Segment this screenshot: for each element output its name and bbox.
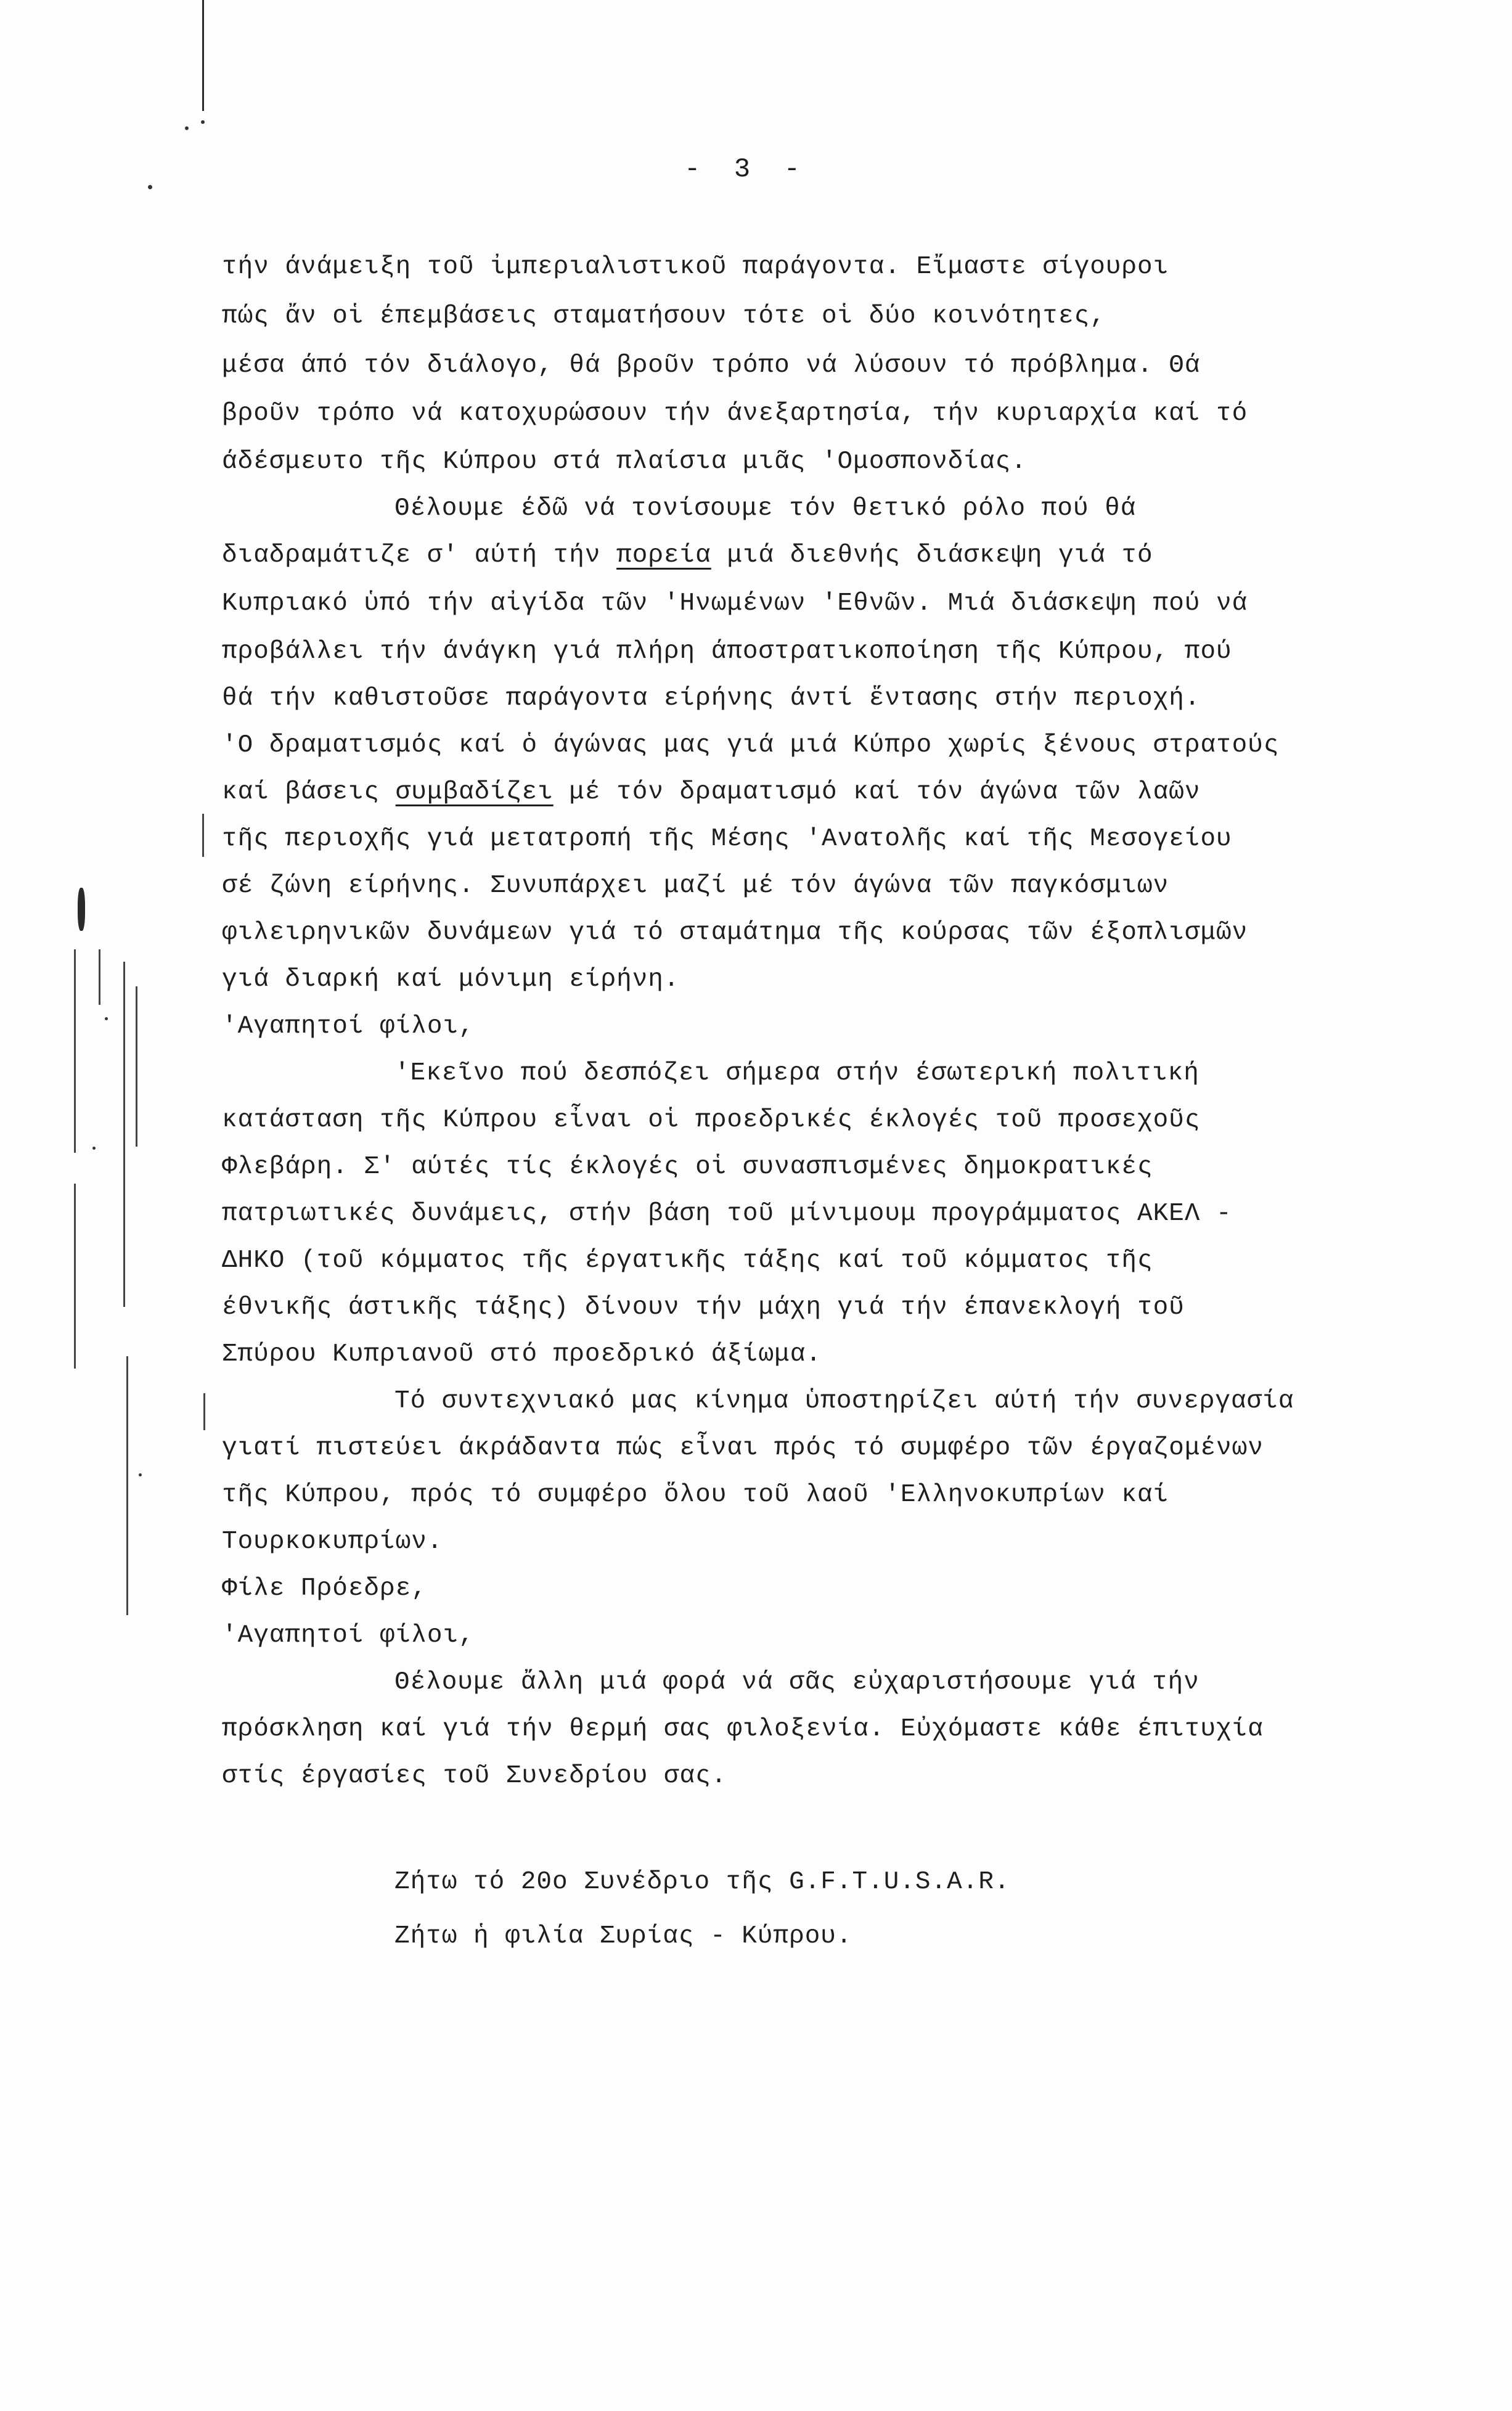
scan-speck [139,1473,142,1476]
body-line: κατάσταση τῆς Κύπρου εἶναι οἱ προεδρικές έκλογές τοῦ προσεχοῦς [222,1106,1201,1134]
scan-speck [201,120,205,124]
body-line: βροῦν τρόπο νά κατοχυρώσουν τήν άνεξαρτησία, τήν κυριαρχία καί τό [222,399,1248,428]
body-line: τῆς περιοχῆς γιά μετατροπή τῆς Μέσης 'Ανατολῆς καί τῆς Μεσογείου [222,825,1232,853]
body-line: σέ ζώνη είρήνης. Συνυπάρχει μαζί μέ τόν άγώνα τῶν παγκόσμιων [222,872,1169,900]
paragraph-start-line: 'Εκεῖνο πού δεσπόζει σήμερα στήν έσωτερική πολιτική [394,1059,1199,1087]
scan-speck [185,126,189,130]
body-line [222,541,1153,570]
body-line: τῆς Κύπρου, πρός τό συμφέρο ὅλου τοῦ λαοῦ 'Ελληνοκυπρίων καί [222,1481,1169,1509]
body-line: Τουρκοκυπρίων. [222,1528,443,1556]
body-line: τήν άνάμειξη τοῦ ἰμπεριαλιστικοῦ παράγοντα. Εἴμαστε σίγουροι [222,253,1169,281]
scan-edge-dash [74,1184,76,1369]
scan-edge-dash [136,986,137,1147]
paragraph-start-line: Θέλουμε ἄλλη μιά φορά νά σᾶς εὐχαριστήσουμε γιά τήν [394,1668,1199,1697]
body-line: μέσα άπό τόν διάλογο, θά βροῦν τρόπο νά λύσουν τό πρόβλημα. Θά [222,351,1201,380]
scan-edge-dash [74,949,76,1153]
body-line: φιλειρηνικῶν δυνάμεων γιά τό σταμάτημα τῆς κούρσας τῶν έξοπλισμῶν [222,919,1248,947]
closing-line: Ζήτω τό 20ο Συνέδριο τῆς G.F.T.U.S.A.R. [394,1868,1010,1896]
body-line: Φλεβάρη. Σ' αύτές τίς έκλογές οἱ συνασπισμένες δημοκρατικές [222,1153,1153,1181]
scan-edge-dash [99,949,100,1005]
paragraph-start-line: Θέλουμε έδῶ νά τονίσουμε τόν θετικό ρόλο πού θά [394,494,1137,523]
text-run: μέ τόν δραματισμό καί τόν άγώνα τῶν λαῶν [553,778,1201,806]
scan-edge-line-top [202,0,204,111]
text-run: διαδραμάτιζε σ' αύτή τήν [222,541,617,570]
body-line: Κυπριακό ὑπό τήν αἰγίδα τῶν 'Ηνωμένων 'Εθνῶν. Μιά διάσκεψη πού νά [222,589,1248,618]
body-line: γιά διαρκή καί μόνιμη είρήνη. [222,965,680,994]
body-line: άδέσμευτο τῆς Κύπρου στά πλαίσια μιᾶς 'Ομοσπονδίας. [222,448,1027,476]
closing-line: Ζήτω ἡ φιλία Συρίας - Κύπρου. [394,1922,852,1950]
body-line: πατριωτικές δυνάμεις, στήν βάση τοῦ μίνιμουμ προγράμματος ΑΚΕΛ - [222,1200,1232,1228]
scan-edge-dash [203,1393,205,1430]
scan-speck [148,185,152,189]
body-line: πώς ἄν οἱ έπεμβάσεις σταματήσουν τότε οἱ δύο κοινότητες, [222,302,1106,330]
scan-speck [105,1017,108,1020]
text-run: καί βάσεις [222,778,396,806]
body-line: θά τήν καθιστοῦσε παράγοντα είρήνης άντί ἕντασης στήν περιοχή. [222,684,1201,713]
salutation: 'Αγαπητοί φίλοι, [222,1012,475,1041]
salutation: 'Αγαπητοί φίλοι, [222,1621,475,1650]
salutation: Φίλε Πρόεδρε, [222,1574,427,1603]
body-line: γιατί πιστεύει άκράδαντα πώς εἶναι πρός τό συμφέρο τῶν έργαζομένων [222,1434,1264,1462]
underlined-word: συμβαδίζει [395,778,554,806]
scan-speck [92,1147,96,1150]
text-run: μιά διεθνής διάσκεψη γιά τό [711,541,1153,570]
body-line: στίς έργασίες τοῦ Συνεδρίου σας. [222,1762,727,1790]
body-line: προβάλλει τήν άνάγκη γιά πλήρη άποστρατικοποίηση τῆς Κύπρου, πού [222,637,1232,666]
body-line [222,778,1200,806]
scan-edge-dash [123,962,125,1307]
paragraph-start-line: Τό συντεχνιακό μας κίνημα ὑποστηρίζει αύτή τήν συνεργασία [394,1387,1294,1415]
body-line: 'Ο δραματισμός καί ὁ άγώνας μας γιά μιά Κύπρο χωρίς ξένους στρατούς [222,731,1280,759]
body-line: έθνικῆς άστικῆς τάξης) δίνουν τήν μάχη γιά τήν έπανεκλογή τοῦ [222,1293,1185,1322]
scan-edge-dash [126,1356,128,1615]
underlined-word: πορεία [616,541,711,570]
page-number: - 3 - [684,154,809,185]
body-line: Σπύρου Κυπριανοῦ στό προεδρικό άξίωμα. [222,1340,822,1369]
body-line: πρόσκληση καί γιά τήν θερμή σας φιλοξενία. Εὐχόμαστε κάθε έπιτυχία [222,1715,1264,1743]
binder-hole-mark [78,888,85,931]
body-line: ΔΗΚΟ (τοῦ κόμματος τῆς έργατικῆς τάξης καί τοῦ κόμματος τῆς [222,1246,1153,1275]
scan-edge-dash [202,814,204,857]
